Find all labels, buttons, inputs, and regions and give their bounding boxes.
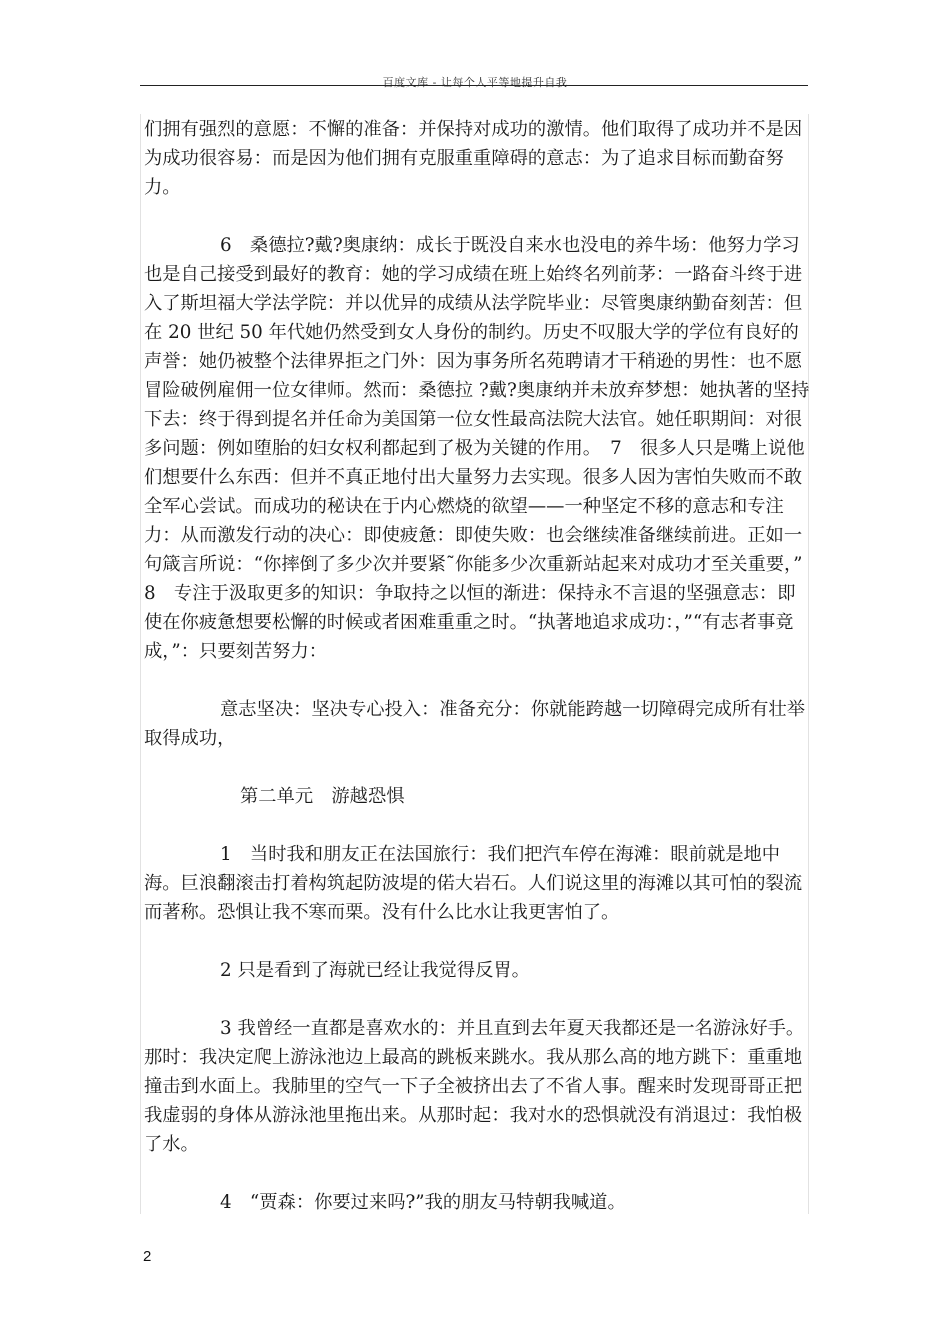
paragraph-6-8: 6 桑德拉?戴?奥康纳：成长于既没自来水也没电的养牛场：他努力学习也是自己接受到最好的教育：她的学习成绩在班上始终名列前茅：一路奋斗终于进入了斯坦福大学法学院：并以优异的成绩从法学院毕业：尽管奥康纳勤奋刻苦：但在 20 世纪 50 年代她仍然受到女人身份的制约。历史不叹服大学的学位有良好的声誉：她仍被整个法律界拒之门外：因为事务所名苑聘请才干稍逊的男性：也不愿冒险破例雇佣一位女律师。然而：桑德拉 ?戴?奥康纳并未放弃梦想：她执著的坚持下去：终于得到提名并任命为美国第一位女性最高法院大法官。她任职期间：对很多问题：例如堕胎的妇女权利都起到了极为关键的作用。 7 很多人只是嘴上说他们想要什么东西：但并不真正地付出大量努力去实现。很多人因为害怕失败而不敢全军心尝试。而成功的秘诀在于内心燃烧的欲望——一种坚定不移的意志和专注力：从而激发行动的决心：即使疲惫：即使失败：也会继续准备继续前进。正如一句箴言所说：“你摔倒了多少次并要紧˜你能多少次重新站起来对成功才至关重要，” 8 专注于汲取更多的知识：争取持之以恒的渐进：保持永不言退的坚强意志：即使在你疲惫想要松懈的时候或者困难重重之时。“执著地追求成功：，”“有志者事竟成，”：只要刻苦努力：	[144, 235, 821, 662]
header-divider	[140, 85, 808, 86]
paragraph-continued: 们拥有强烈的意愿：不懈的准备：并保持对成功的激情。他们取得了成功并不是因为成功很容易：而是因为他们拥有克服重重障碍的意志：为了追求目标而勤奋努力。	[144, 119, 803, 198]
paragraph-3: 3 我曾经一直都是喜欢水的：并且直到去年夏天我都还是一名游泳好手。那时：我决定爬上游泳池边上最高的跳板来跳水。我从那么高的地方跳下：重重地撞击到水面上。我肺里的空气一下子全被挤出去了不省人事。醒来时发现哥哥正把我虚弱的身体从游泳池里拖出来。从那时起：我对水的恐惧就没有消退过：我怕极了水。	[144, 1018, 805, 1155]
paragraph-gap	[144, 1159, 810, 1188]
paragraph-gap	[144, 753, 810, 782]
text-frame-left-edge	[140, 114, 141, 1214]
document-body	[144, 115, 821, 1217]
page-number: 2	[143, 1248, 152, 1265]
paragraph-gap	[144, 985, 810, 1014]
paragraph-conclusion: 意志坚决：坚决专心投入：准备充分：你就能跨越一切障碍完成所有壮举取得成功，	[144, 699, 805, 749]
paragraph-gap	[144, 202, 810, 231]
page-header: 百度文库 - 让每个人平等地提升自我	[382, 76, 568, 89]
paragraph-2: 2 只是看到了海就已经让我觉得反胃。	[220, 960, 530, 981]
paragraph-gap	[144, 927, 810, 956]
unit-heading: 第二单元 游越恐惧	[240, 786, 405, 807]
paragraph-gap	[144, 811, 810, 840]
paragraph-gap	[144, 666, 810, 695]
paragraph-4: 4 “贾森：你要过来吗?”我的朋友马特朝我喊道。	[220, 1192, 626, 1213]
paragraph-1: 1 当时我和朋友正在法国旅行：我们把汽车停在海滩：眼前就是地中海。巨浪翻滚击打着构筑起防波堤的偌大岩石。人们说这里的海滩以其可怕的裂流而著称。恐惧让我不寒而栗。没有什么比水让我更害怕了。	[144, 844, 803, 923]
